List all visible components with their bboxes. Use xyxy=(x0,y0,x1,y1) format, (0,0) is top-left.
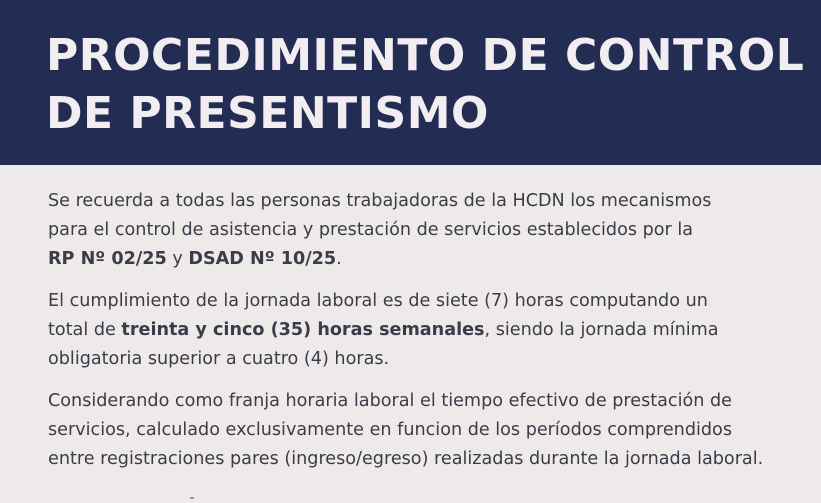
paragraph-2-line-1: El cumplimiento de la jornada laboral es de siete (7) horas computando un xyxy=(48,291,708,311)
paragraph-1-connector: y xyxy=(166,249,189,269)
paragraph-2 xyxy=(48,287,808,374)
paragraph-3-line-3: entre registraciones pares (ingreso/egreso) realizadas durante la jornada laboral. xyxy=(48,449,764,469)
paragraph-1-line-2: para el control de asistencia y prestación de servicios establecidos por la xyxy=(48,220,694,240)
weekly-hours-highlight: treinta y cinco (35) horas semanales xyxy=(121,320,485,340)
paragraph-1-line-1: Se recuerda a todas las personas trabajadoras de la HCDN los mecanismos xyxy=(48,191,712,211)
paragraph-3-line-2: servicios, calculado exclusivamente en funcion de los períodos comprendidos xyxy=(48,420,732,440)
paragraph-3 xyxy=(48,387,808,474)
regulation-rp: RP Nº 02/25 xyxy=(48,249,167,269)
paragraph-1 xyxy=(48,187,808,274)
paragraph-2-line-2-start: total de xyxy=(48,320,122,340)
header-banner xyxy=(0,0,821,165)
title-line-1: PROCEDIMIENTO DE CONTROL xyxy=(46,30,805,81)
regulation-dsad: DSAD Nº 10/25 xyxy=(188,249,337,269)
title-line-2: DE PRESENTISMO xyxy=(46,88,489,139)
paragraph-3-line-1: Considerando como franja horaria laboral el tiempo efectivo de prestación de xyxy=(48,391,732,411)
cut-off-accent-mark xyxy=(190,497,194,499)
paragraph-1-period: . xyxy=(336,249,342,269)
document-body xyxy=(48,187,808,487)
page-title xyxy=(46,27,804,143)
paragraph-2-line-2-end: , siendo la jornada mínima xyxy=(484,320,719,340)
paragraph-2-line-3: obligatoria superior a cuatro (4) horas. xyxy=(48,349,390,369)
